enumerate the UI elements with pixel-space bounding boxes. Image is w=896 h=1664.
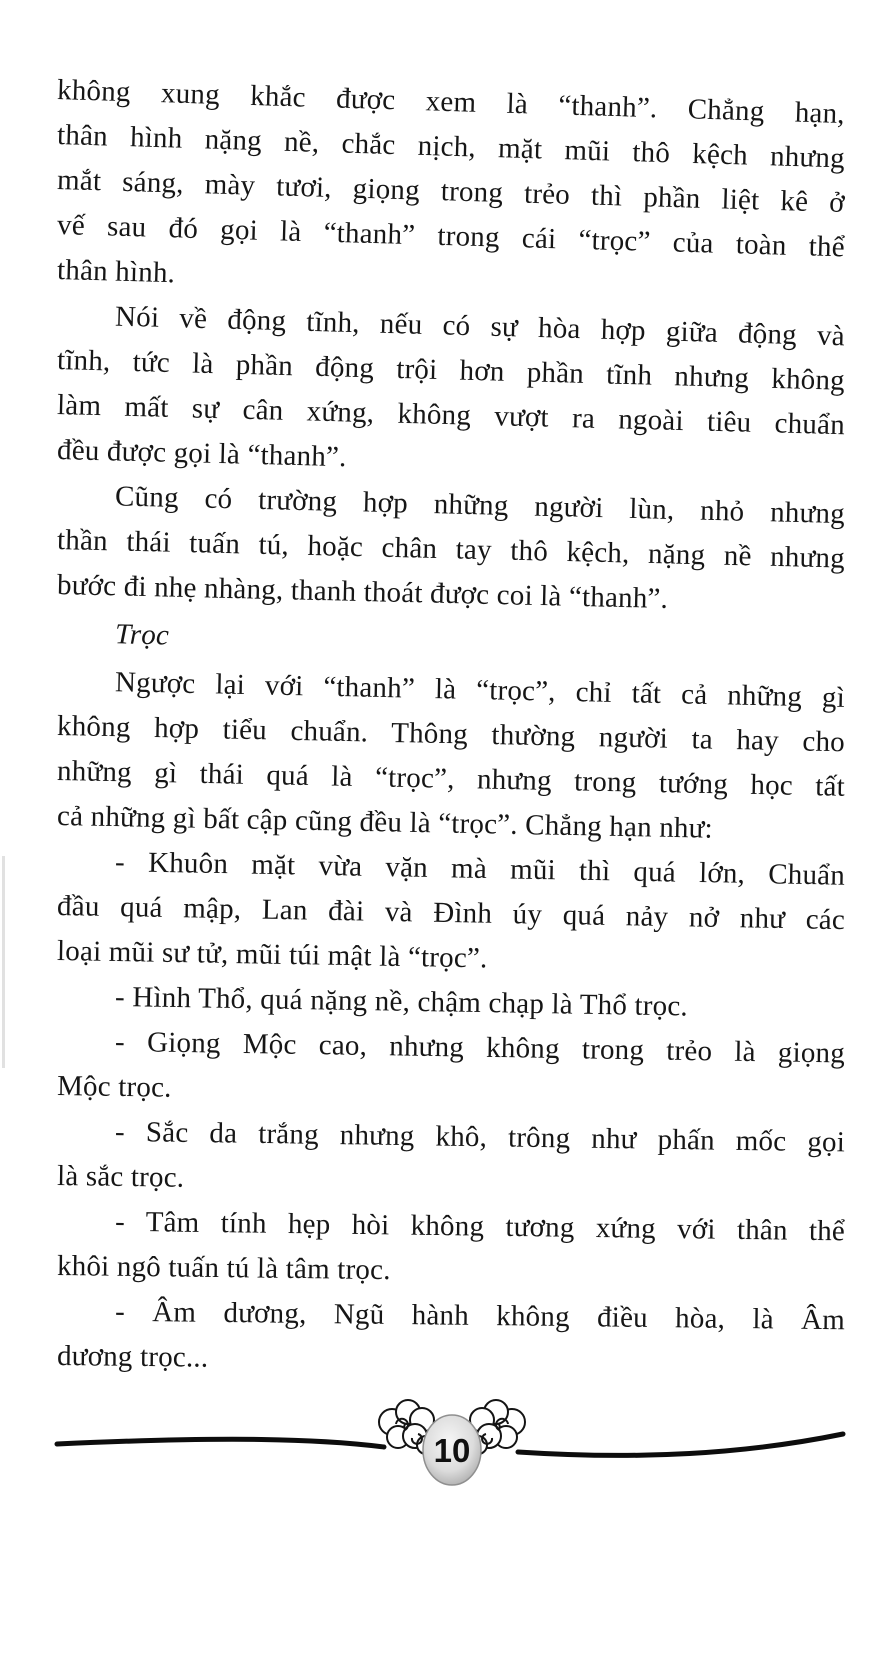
text-line: thân hình nặng nề, chắc nịch, mặt mũi thô kệch nhưng <box>56 119 846 175</box>
paragraph <box>57 293 845 473</box>
text-line: Mộc trọc. <box>56 1070 172 1104</box>
text-line: dương trọc... <box>56 1340 209 1374</box>
text-line: - Hình Thổ, quá nặng nề, chậm chạp là Thổ trọc. <box>114 980 689 1023</box>
text-line: Ngược lại với “thanh” là “trọc”, chỉ tất cả những gì <box>114 666 846 714</box>
footer-divider-graphic <box>0 1392 896 1522</box>
scan-artifact-line <box>2 856 5 1068</box>
text-line: không xung khắc được xem là “thanh”. Chẳng hạn, <box>56 74 846 131</box>
text-line: khôi ngô tuấn tú là tâm trọc. <box>56 1250 391 1287</box>
text-line: Trọc <box>114 618 170 652</box>
paragraph <box>56 659 846 845</box>
text-line: thần thái tuấn tú, hoặc chân tay thô kệch, nặng nề nhưng <box>56 524 846 575</box>
text-line: bước đi nhẹ nhàng, thanh thoát được coi là “thanh”. <box>56 569 669 615</box>
paragraph <box>57 1019 845 1109</box>
text-line: mắt sáng, mày tươi, giọng trong trẻo thì phần liệt kê ở <box>56 164 846 219</box>
text-line: - Giọng Mộc cao, nhưng không trong trẻo là giọng <box>114 1025 846 1070</box>
text-line: những gì thái quá là “trọc”, nhưng trong tướng học tất <box>56 755 846 803</box>
paragraph <box>57 1199 845 1289</box>
text-line: loại mũi sư tử, mũi túi mật là “trọc”. <box>56 935 488 975</box>
page-number-badge <box>423 1415 481 1485</box>
text-line: là sắc trọc. <box>56 1160 185 1194</box>
text-line: Nói về động tĩnh, nếu có sự hòa hợp giữa động và <box>114 300 846 353</box>
text-line: - Âm dương, Ngũ hành không điều hòa, là Âm <box>114 1295 846 1337</box>
paragraph <box>57 68 845 293</box>
text-line: đều được gọi là “thanh”. <box>56 434 347 474</box>
page-number: 10 <box>433 1432 471 1469</box>
text-line: thân hình. <box>56 254 176 290</box>
text-line: đầu quá mập, Lan đài và Đình úy quá nảy nở như các <box>56 890 846 937</box>
text-line: tĩnh, tức là phần động trội hơn phần tĩnh nhưng không <box>56 344 846 397</box>
divider-rule-right <box>518 1434 843 1455</box>
text-block <box>57 68 845 1379</box>
text-line: cả những gì bất cập cũng đều là “trọc”. Chẳng hạn như: <box>56 800 714 845</box>
paragraph <box>57 839 845 974</box>
paragraph <box>56 473 846 615</box>
divider-rule-left <box>57 1439 384 1447</box>
text-line: - Tâm tính hẹp hòi không tương xứng với thân thể <box>114 1205 846 1248</box>
text-line: làm mất sự cân xứng, không vượt ra ngoài tiêu chuẩn <box>56 389 846 442</box>
text-line: Cũng có trường hợp những người lùn, nhỏ nhưng <box>114 480 846 531</box>
paragraph <box>57 1109 845 1199</box>
text-line: - Khuôn mặt vừa vặn mà mũi thì quá lớn, Chuẩn <box>114 846 846 892</box>
text-line: vế sau đó gọi là “thanh” trong cái “trọc” của toàn thể <box>56 209 846 264</box>
paragraph <box>57 1289 845 1379</box>
footer-ornament <box>0 1392 896 1522</box>
text-line: không hợp tiểu chuẩn. Thông thường người ta hay cho <box>56 710 846 759</box>
text-line: - Sắc da trắng nhưng khô, trông như phấn mốc gọi <box>114 1115 846 1159</box>
